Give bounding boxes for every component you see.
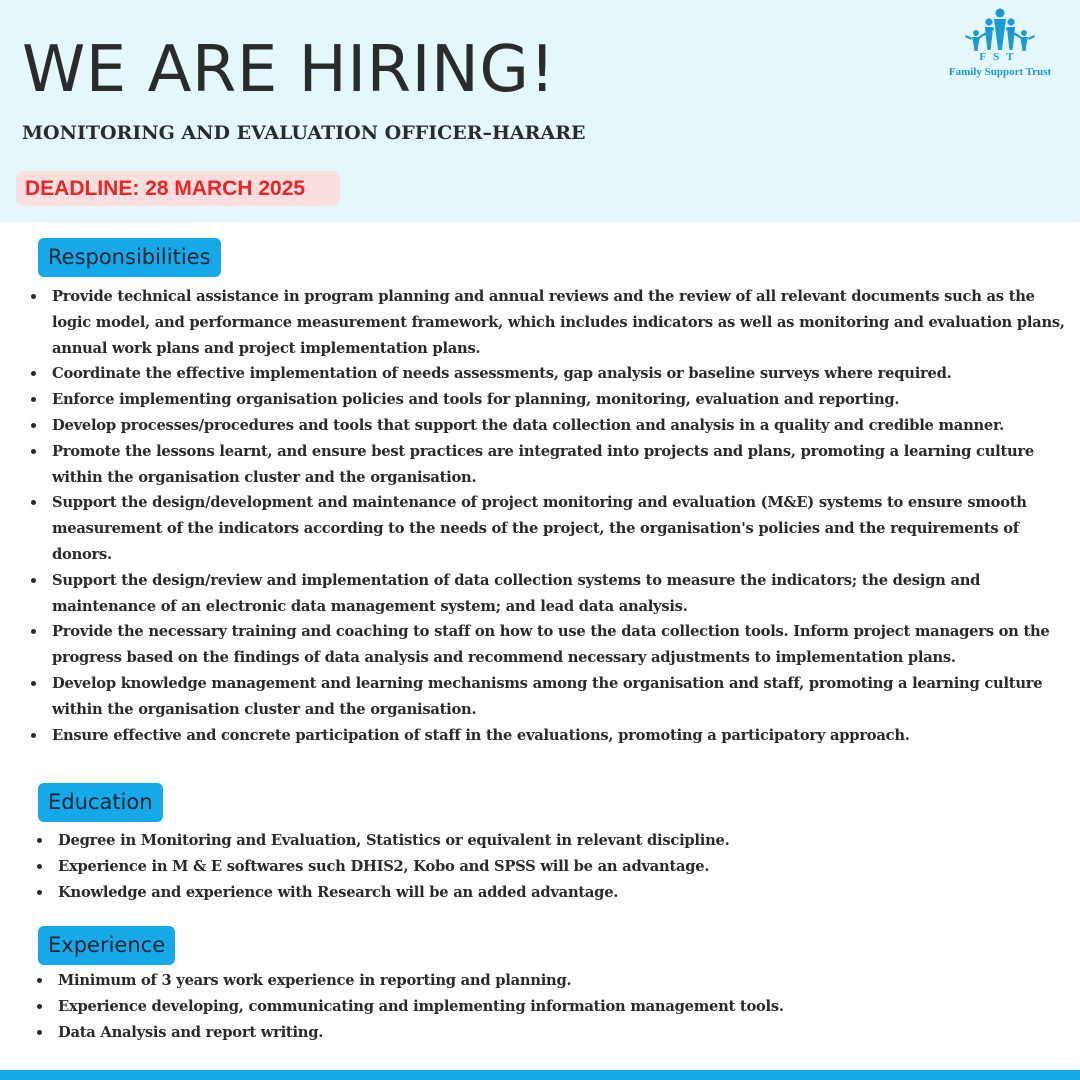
- family-figures-icon: [964, 8, 1036, 54]
- page-title: WE ARE HIRING!: [22, 33, 556, 107]
- list-item: Promote the lessons learnt, and ensure best practices are integrated into projects and plans, promoting a learning culture within the organisation cluster and the organisation.: [30, 439, 1076, 491]
- list-item: Develop knowledge management and learning mechanisms among the organisation and staff, promoting a learning culture within the organisation cluster and the organisation.: [30, 671, 1076, 723]
- deadline-badge: DEADLINE: 28 MARCH 2025: [16, 171, 340, 206]
- experience-list: [36, 968, 1056, 1045]
- list-item: Knowledge and experience with Research will be an added advantage.: [36, 880, 1056, 906]
- education-heading: Education: [38, 783, 163, 822]
- list-item: Coordinate the effective implementation of needs assessments, gap analysis or baseline surveys where required.: [30, 361, 1076, 387]
- list-item: Data Analysis and report writing.: [36, 1020, 1056, 1046]
- list-item: Experience developing, communicating and implementing information management tools.: [36, 994, 1056, 1020]
- list-item: Degree in Monitoring and Evaluation, Statistics or equivalent in relevant discipline.: [36, 828, 1056, 854]
- list-item: Support the design/review and implementation of data collection systems to measure the indicators; the design and maintenance of an electronic data management system; and lead data analysis.: [30, 568, 1076, 620]
- list-item: Provide the necessary training and coaching to staff on how to use the data collection tools. Inform project managers on the progress based on the findings of data analysis and recommend necessary adjustments to implementation plans.: [30, 619, 1076, 671]
- education-list: [36, 828, 1056, 905]
- responsibilities-list: [30, 284, 1076, 748]
- bottom-accent-bar: [0, 1070, 1080, 1080]
- list-item: Experience in M & E softwares such DHIS2, Kobo and SPSS will be an advantage.: [36, 854, 1056, 880]
- list-item: Ensure effective and concrete participation of staff in the evaluations, promoting a participatory approach.: [30, 723, 1076, 749]
- header-banner: [0, 0, 1080, 222]
- job-title: MONITORING AND EVALUATION OFFICER–HARARE: [22, 122, 586, 144]
- experience-heading: Experience: [38, 926, 175, 965]
- list-item: Minimum of 3 years work experience in reporting and planning.: [36, 968, 1056, 994]
- fst-logo: [940, 8, 1060, 80]
- list-item: Provide technical assistance in program planning and annual reviews and the review of all relevant documents such as the logic model, and performance measurement framework, which includes indicators as well as monitoring and evaluation plans, annual work plans and project implementation plans.: [30, 284, 1076, 361]
- organisation-name: Family Support Trust: [948, 66, 1052, 78]
- list-item: Support the design/development and maintenance of project monitoring and evaluation (M&E) systems to ensure smooth measurement of the indicators according to the needs of the project, the organisation's policies and the requirements of donors.: [30, 490, 1076, 567]
- list-item: Enforce implementing organisation policies and tools for planning, monitoring, evaluation and reporting.: [30, 387, 1076, 413]
- responsibilities-heading: Responsibilities: [38, 238, 221, 277]
- list-item: Develop processes/procedures and tools that support the data collection and analysis in a quality and credible manner.: [30, 413, 1076, 439]
- logo-initials: FST: [979, 51, 1021, 63]
